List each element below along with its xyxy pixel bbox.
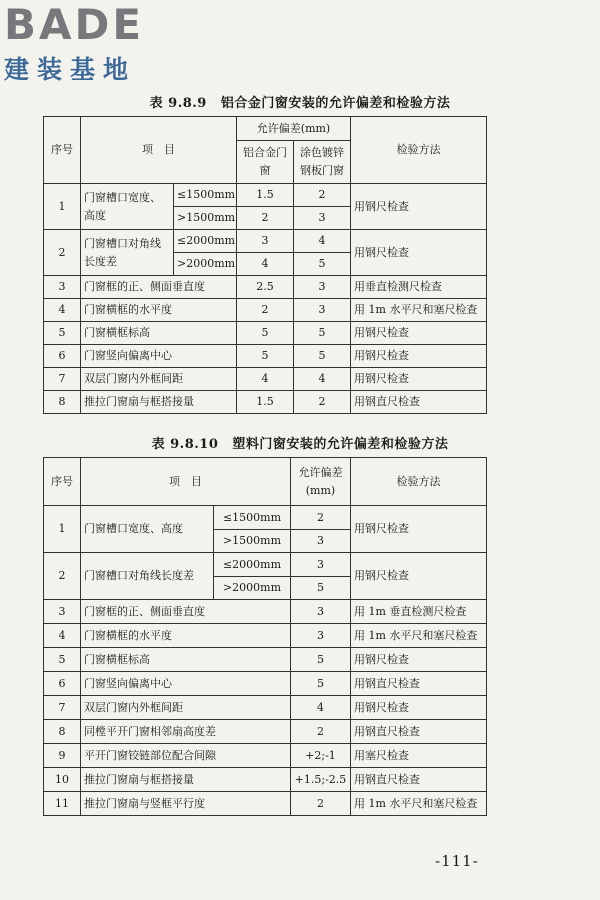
table-row: 2 门窗槽口对角线长度差 ≤2000mm 3 用钢尺检查 — [44, 553, 487, 577]
table-row: 11 推拉门窗扇与竖框平行度 2 用 1m 水平尺和塞尺检查 — [44, 792, 487, 816]
header-method: 检验方法 — [351, 117, 487, 184]
table-row: 3 门窗框的正、侧面垂直度 3 用 1m 垂直检测尺检查 — [44, 600, 487, 624]
header-al: 铝合金门窗 — [237, 141, 294, 184]
table-row: 5 门窗横框标高 5 用钢尺检查 — [44, 648, 487, 672]
table1-title: 铝合金门窗安装的允许偏差和检验方法 — [220, 96, 451, 111]
header-method: 检验方法 — [351, 458, 487, 506]
table2-caption — [0, 433, 600, 452]
header-seq: 序号 — [44, 117, 81, 184]
header-item: 项 目 — [81, 458, 291, 506]
table-row: 8 推拉门窗扇与框搭接量 1.5 2 用钢直尺检查 — [44, 391, 487, 414]
logo-subtitle: 建装基地 — [4, 55, 137, 84]
table-row: 4 门窗横框的水平度 2 3 用 1m 水平尺和塞尺检查 — [44, 299, 487, 322]
watermark-logo — [4, 2, 144, 86]
header-seq: 序号 — [44, 458, 81, 506]
table-row: 8 同樘平开门窗相邻扇高度差 2 用钢直尺检查 — [44, 720, 487, 744]
page-number: -111- — [435, 852, 479, 870]
table-row: 4 门窗横框的水平度 3 用 1m 水平尺和塞尺检查 — [44, 624, 487, 648]
table-row: >2000mm 4 5 — [44, 253, 487, 276]
table-row: 6 门窗竖向偏离中心 5 5 用钢尺检查 — [44, 345, 487, 368]
table-row: 9 平开门窗铰链部位配合间隙 +2;-1 用塞尺检查 — [44, 744, 487, 768]
logo-brand: BADE — [4, 0, 145, 49]
header-steel: 涂色镀锌钢板门窗 — [294, 141, 351, 184]
header-item: 项 目 — [81, 117, 237, 184]
table2 — [43, 457, 487, 816]
table1 — [43, 116, 487, 414]
header-tolerance: 允许偏差(mm) — [237, 117, 351, 141]
table2-number: 表 9.8.10 — [151, 437, 219, 452]
table-row: 2 门窗槽口对角线长度差 ≤2000mm 3 4 用钢尺检查 — [44, 230, 487, 253]
table-row: >1500mm 2 3 — [44, 207, 487, 230]
header-tolerance: 允许偏差(mm) — [291, 458, 351, 506]
table-row: >2000mm 5 — [44, 577, 487, 600]
table-row: 7 双层门窗内外框间距 4 用钢尺检查 — [44, 696, 487, 720]
table1-caption — [0, 92, 600, 111]
table-row: 3 门窗框的正、侧面垂直度 2.5 3 用垂直检测尺检查 — [44, 276, 487, 299]
table2-title: 塑料门窗安装的允许偏差和检验方法 — [232, 437, 449, 452]
table-row: 7 双层门窗内外框间距 4 4 用钢尺检查 — [44, 368, 487, 391]
table-row: 10 推拉门窗扇与框搭接量 +1.5;-2.5 用钢直尺检查 — [44, 768, 487, 792]
table-row: >1500mm 3 — [44, 530, 487, 553]
table1-number: 表 9.8.9 — [149, 96, 207, 111]
table-row: 1 门窗槽口宽度、高度 ≤1500mm 2 用钢尺检查 — [44, 506, 487, 530]
table-row: 6 门窗竖向偏离中心 5 用钢直尺检查 — [44, 672, 487, 696]
table-row: 1 门窗槽口宽度、高度 ≤1500mm 1.5 2 用钢尺检查 — [44, 184, 487, 207]
table-row: 5 门窗横框标高 5 5 用钢尺检查 — [44, 322, 487, 345]
